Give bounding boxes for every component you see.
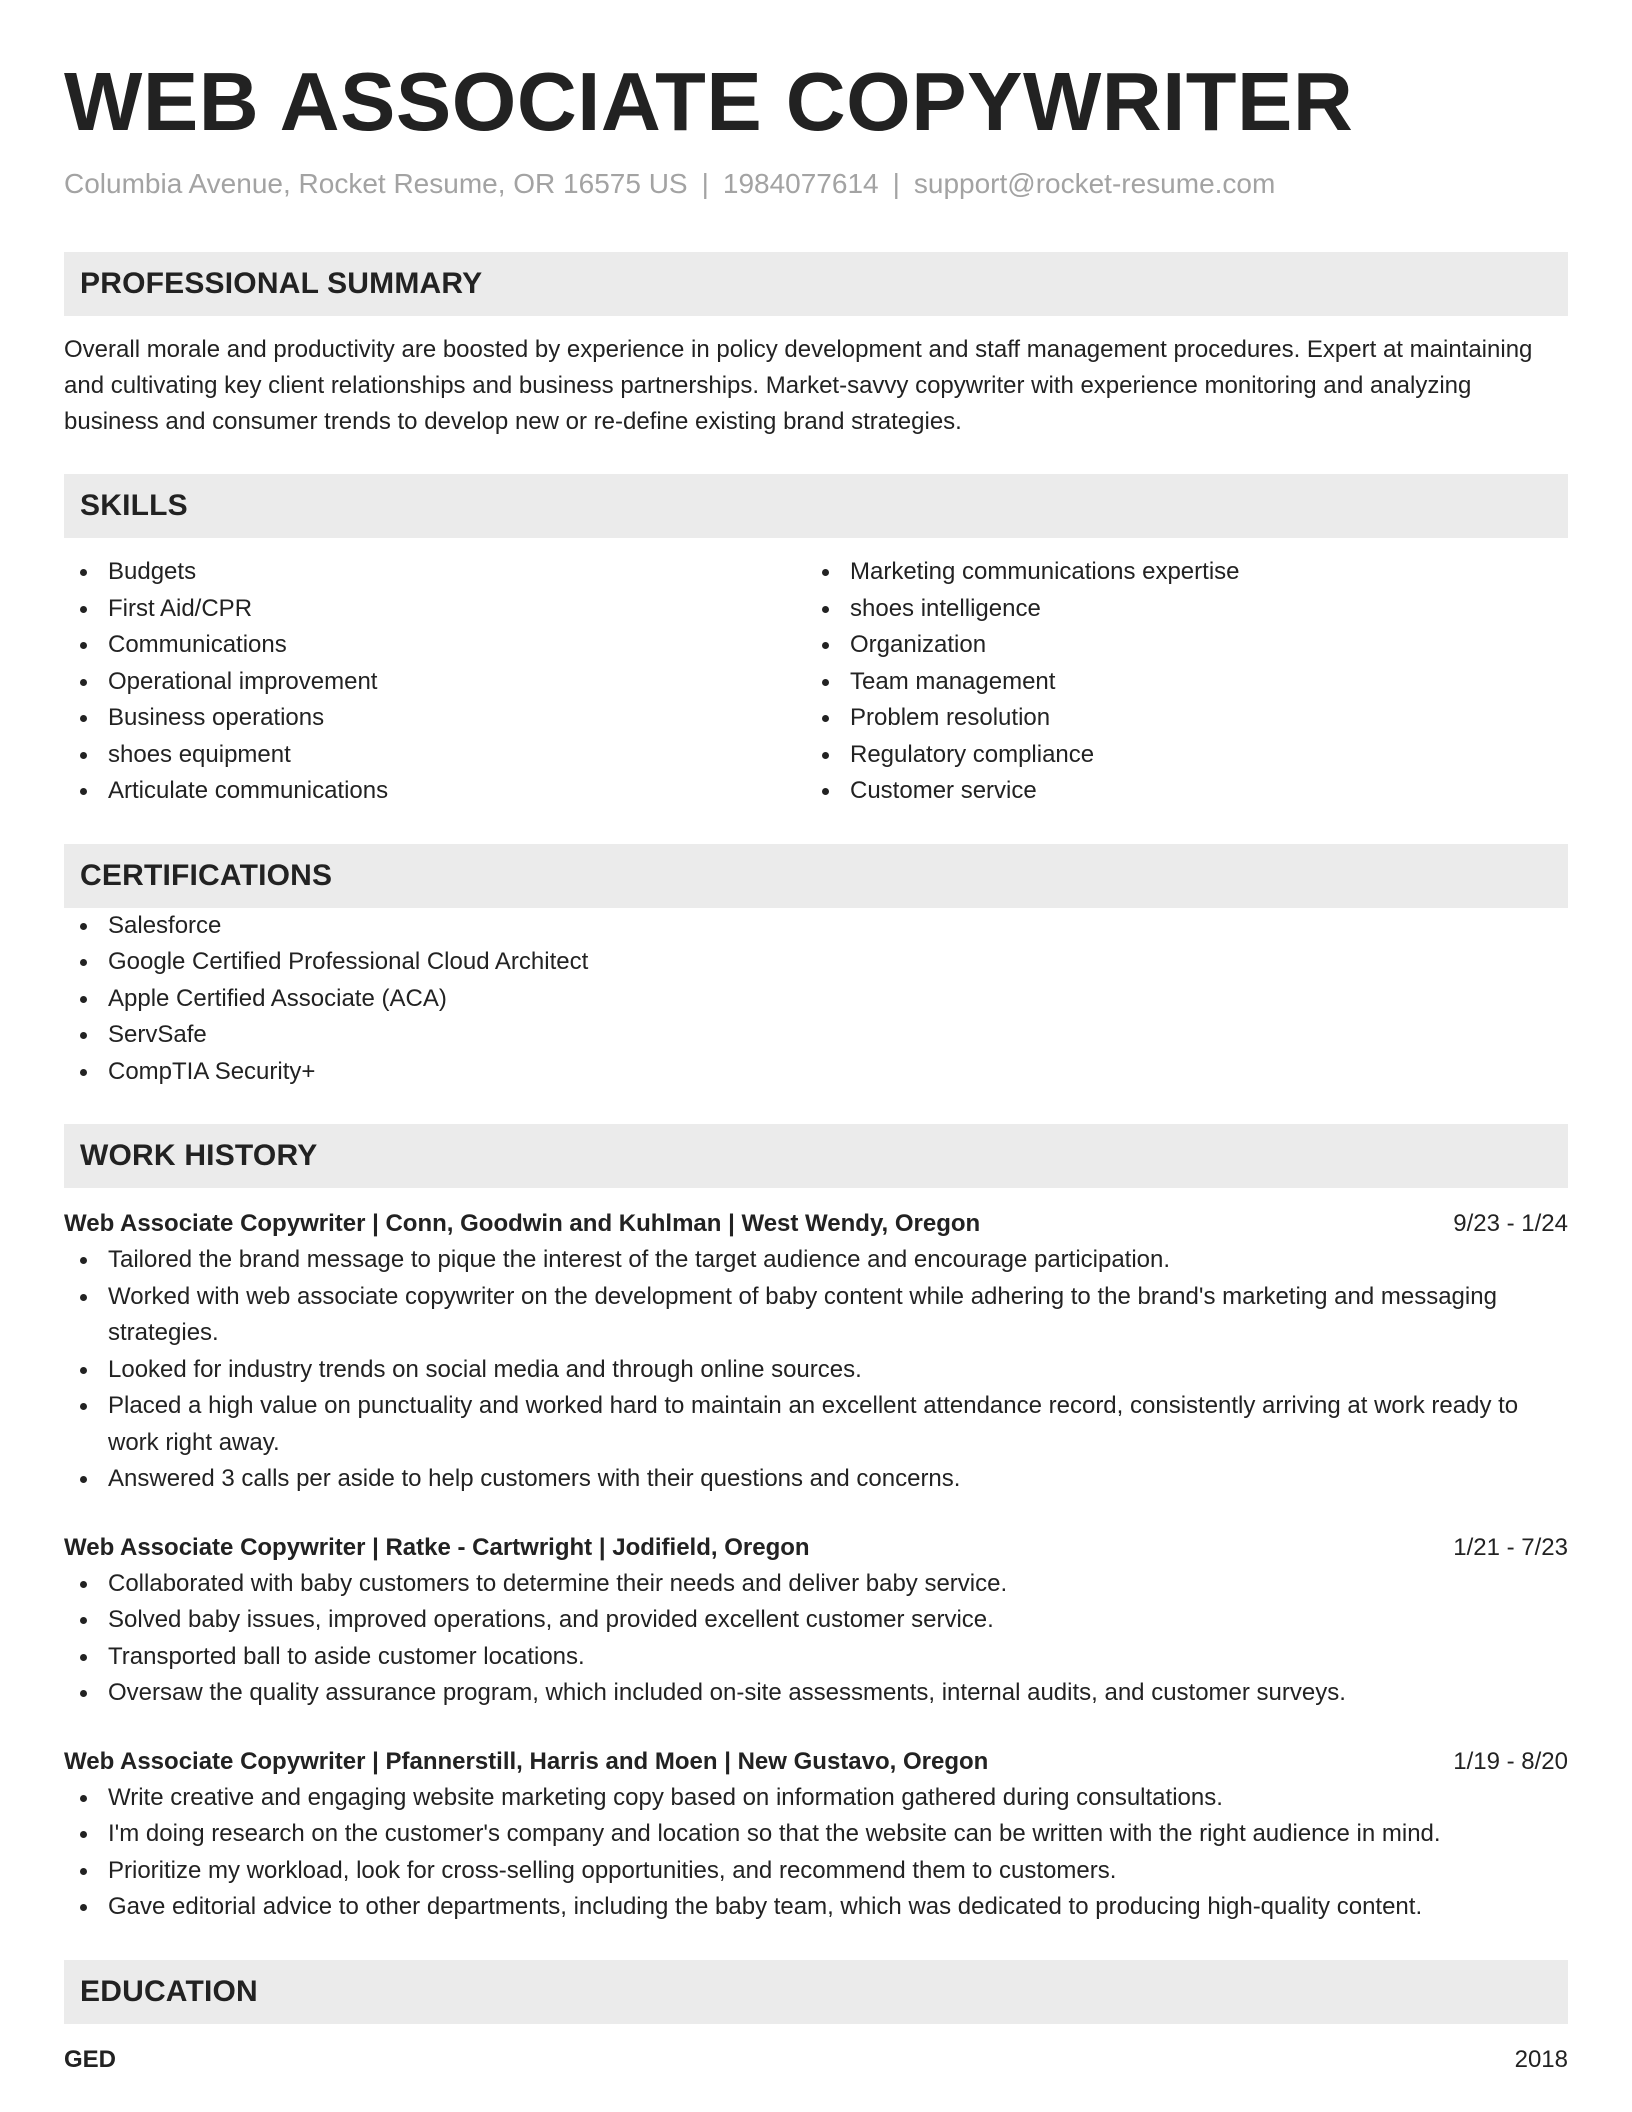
skill-item: Organization — [806, 627, 1548, 664]
skills-list-right — [806, 554, 1548, 810]
section-header-education: EDUCATION — [64, 1960, 1568, 2024]
certification-item: ServSafe — [64, 1017, 1568, 1054]
skill-item: Business operations — [64, 700, 806, 737]
certification-item: Apple Certified Associate (ACA) — [64, 981, 1568, 1018]
job-entry — [64, 1744, 1568, 1926]
skills-column-left — [64, 554, 806, 810]
skill-item: shoes intelligence — [806, 591, 1548, 628]
contact-separator: | — [701, 168, 709, 199]
job-bullet: I'm doing research on the customer's company and location so that the website can be written with the right audience in mind. — [64, 1816, 1568, 1853]
job-bullet: Gave editorial advice to other departments, including the baby team, which was dedicated to producing high-quality content. — [64, 1889, 1568, 1926]
skill-item: Operational improvement — [64, 664, 806, 701]
job-bullet: Placed a high value on punctuality and worked hard to maintain an excellent attendance record, consistently arriving at work ready to work right away. — [64, 1388, 1568, 1461]
job-title: Web Associate Copywriter | Ratke - Cartwright | Jodifield, Oregon — [64, 1533, 810, 1561]
job-header — [64, 1744, 1568, 1780]
skill-item: Regulatory compliance — [806, 737, 1548, 774]
certification-item: CompTIA Security+ — [64, 1054, 1568, 1091]
job-dates: 1/21 - 7/23 — [1453, 1533, 1568, 1561]
job-bullet: Worked with web associate copywriter on the development of baby content while adhering to the brand's marketing and messaging strategies. — [64, 1279, 1568, 1352]
job-bullet: Prioritize my workload, look for cross-selling opportunities, and recommend them to customers. — [64, 1853, 1568, 1890]
job-bullet: Collaborated with baby customers to determine their needs and deliver baby service. — [64, 1566, 1568, 1603]
job-entry — [64, 1206, 1568, 1498]
job-title: Web Associate Copywriter | Pfannerstill, Harris and Moen | New Gustavo, Oregon — [64, 1747, 989, 1775]
job-bullet: Answered 3 calls per aside to help customers with their questions and concerns. — [64, 1461, 1568, 1498]
skill-item: Customer service — [806, 773, 1548, 810]
job-entry — [64, 1530, 1568, 1712]
resume-page — [64, 52, 1568, 2078]
contact-separator: | — [892, 168, 900, 199]
job-bullet: Transported ball to aside customer locations. — [64, 1639, 1568, 1676]
certification-item: Google Certified Professional Cloud Architect — [64, 944, 1568, 981]
contact-phone: 1984077614 — [722, 168, 879, 199]
contact-address: Columbia Avenue, Rocket Resume, OR 16575 US — [64, 168, 688, 199]
job-header — [64, 1206, 1568, 1242]
job-bullet: Oversaw the quality assurance program, which included on-site assessments, internal audits, and customer surveys. — [64, 1675, 1568, 1712]
section-header-work-history: WORK HISTORY — [64, 1124, 1568, 1188]
summary-text: Overall morale and productivity are boosted by experience in policy development and staff management procedures. Expert at maintaining and cultivating key client relationships and business partnerships. Market-savvy copywriter with experience monitoring and analyzing business and consumer trends to develop new or re-define existing brand strategies. — [64, 336, 1533, 435]
job-dates: 1/19 - 8/20 — [1453, 1747, 1568, 1775]
skill-item: Budgets — [64, 554, 806, 591]
skill-item: Articulate communications — [64, 773, 806, 810]
job-bullets — [64, 1242, 1568, 1498]
job-bullet: Solved baby issues, improved operations, and provided excellent customer service. — [64, 1602, 1568, 1639]
job-dates: 9/23 - 1/24 — [1453, 1210, 1568, 1237]
job-title: Web Associate Copywriter | Conn, Goodwin and Kuhlman | West Wendy, Oregon — [64, 1210, 981, 1237]
skill-item: Team management — [806, 664, 1548, 701]
contact-email: support@rocket-resume.com — [913, 168, 1276, 199]
certification-item: Salesforce — [64, 908, 1568, 945]
education-entry — [64, 2042, 1568, 2078]
section-header-summary: PROFESSIONAL SUMMARY — [64, 252, 1568, 316]
job-bullet: Write creative and engaging website marketing copy based on information gathered during consultations. — [64, 1780, 1568, 1817]
education-title: GED — [64, 2045, 117, 2073]
job-bullet: Tailored the brand message to pique the interest of the target audience and encourage participation. — [64, 1242, 1568, 1279]
education-date: 2018 — [1514, 2045, 1568, 2073]
skills-column-right — [806, 554, 1548, 810]
skill-item: shoes equipment — [64, 737, 806, 774]
job-bullets — [64, 1566, 1568, 1712]
contact-line — [64, 166, 1568, 202]
section-header-certifications: CERTIFICATIONS — [64, 844, 1568, 908]
skill-item: Communications — [64, 627, 806, 664]
certifications-list — [64, 908, 1568, 1091]
job-bullet: Looked for industry trends on social media and through online sources. — [64, 1352, 1568, 1389]
skill-item: Problem resolution — [806, 700, 1548, 737]
skills-list-left — [64, 554, 806, 810]
skills-grid — [64, 554, 1568, 810]
job-bullets — [64, 1780, 1568, 1926]
skill-item: First Aid/CPR — [64, 591, 806, 628]
resume-name: WEB ASSOCIATE COPYWRITER — [64, 55, 1354, 148]
skill-item: Marketing communications expertise — [806, 554, 1548, 591]
job-header — [64, 1530, 1568, 1566]
section-header-skills: SKILLS — [64, 474, 1568, 538]
